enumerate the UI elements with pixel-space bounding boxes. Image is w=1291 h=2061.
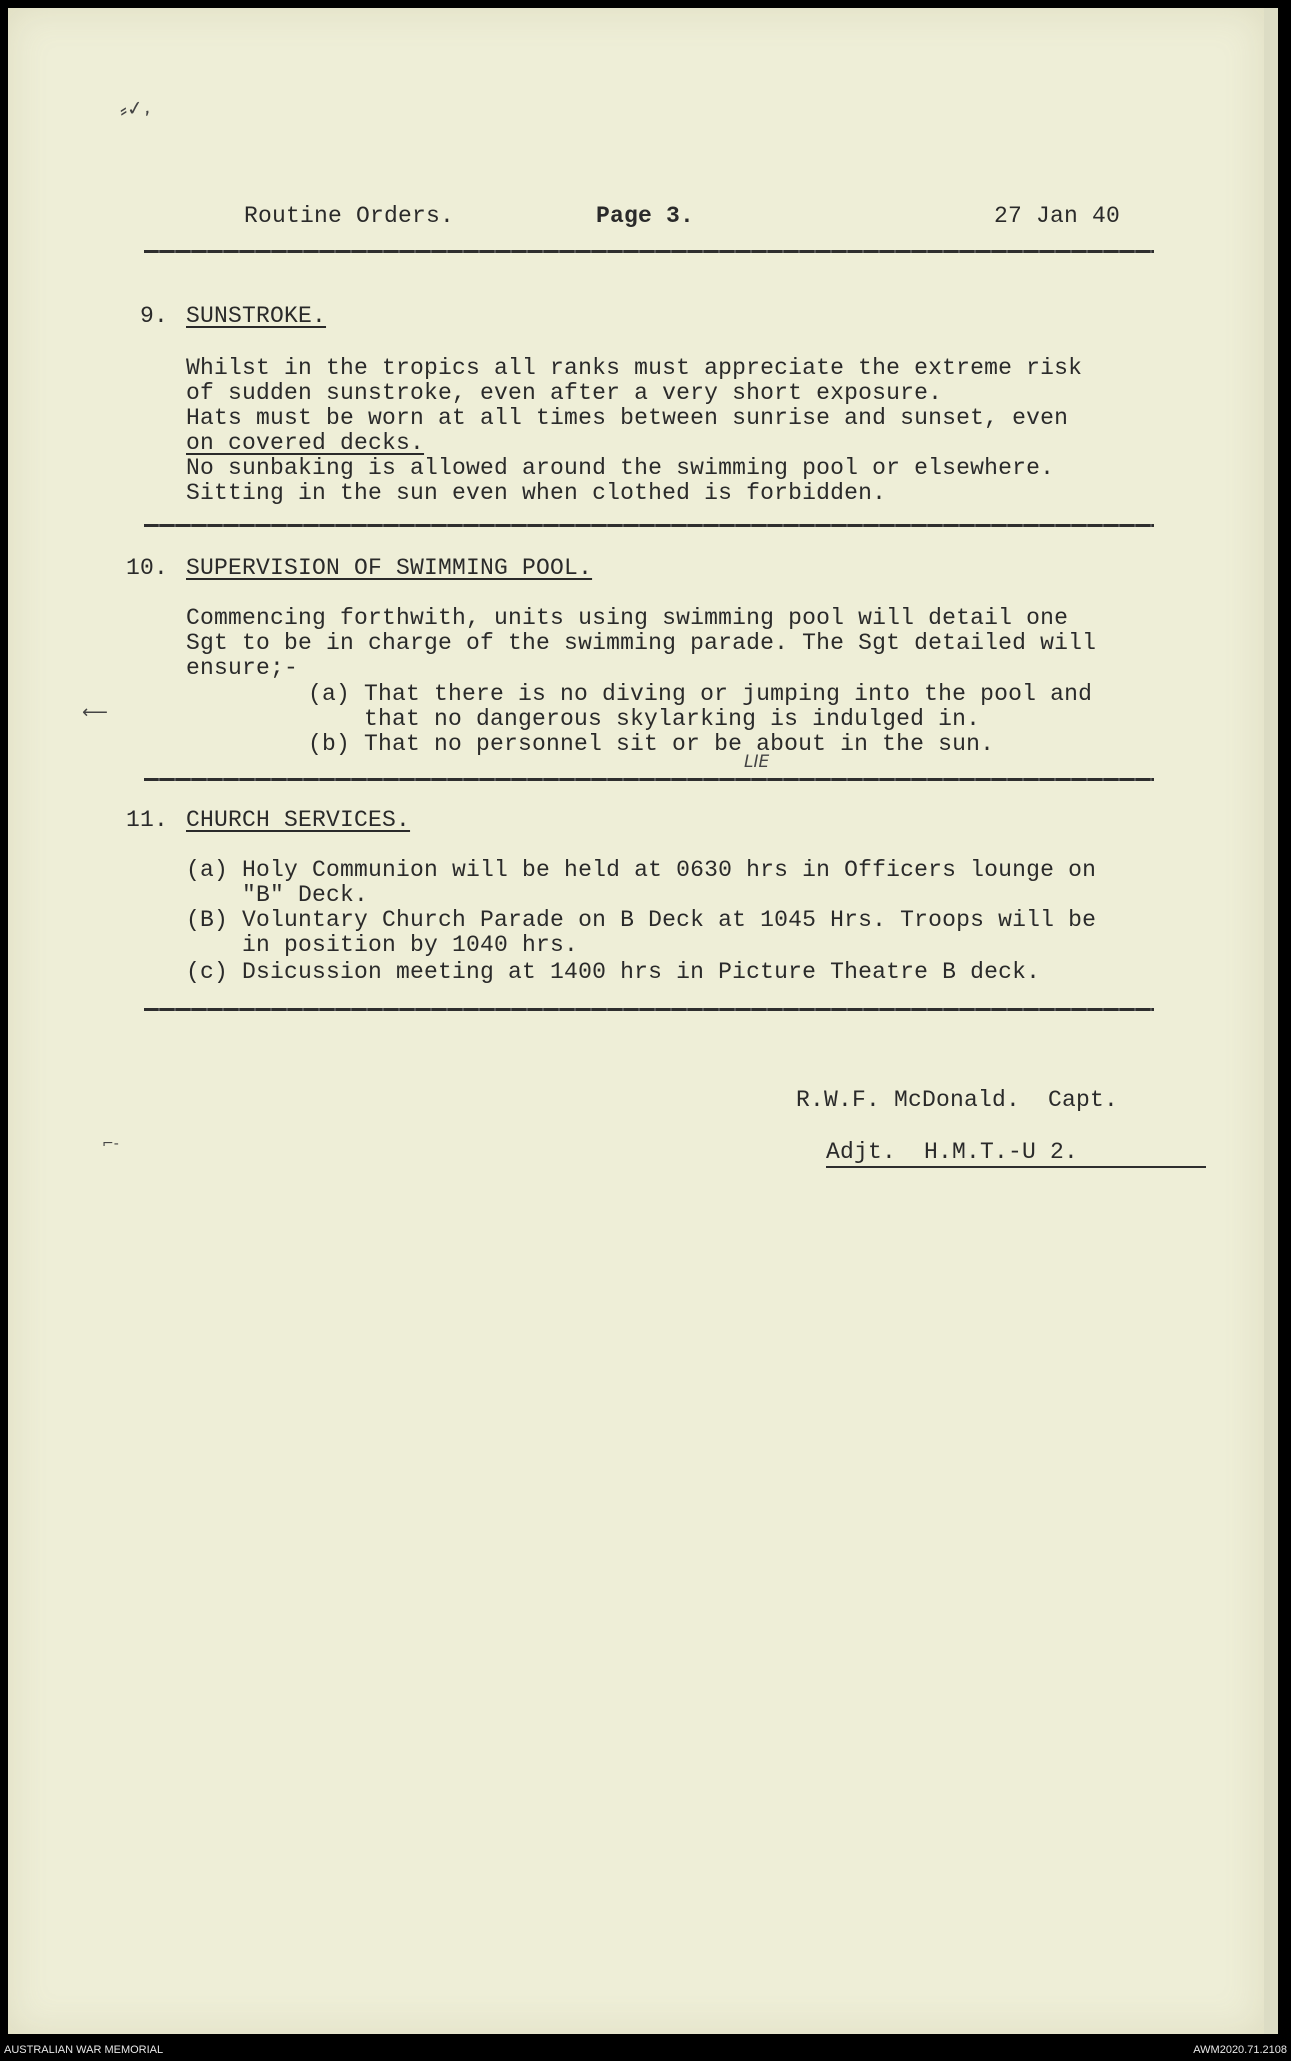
footer-left: AUSTRALIAN WAR MEMORIAL <box>4 2044 164 2056</box>
signature-title: Adjt. H.M.T.-U 2. <box>826 1139 1079 1165</box>
section-10-line: Sgt to be in charge of the swimming parade. The Sgt detailed will <box>186 630 1097 656</box>
section-10-heading: SUPERVISION OF SWIMMING POOL. <box>186 555 593 581</box>
signature-rule <box>826 1166 1206 1168</box>
section-rule <box>144 1008 1154 1011</box>
document-page <box>8 8 1264 2034</box>
page-edge <box>1264 8 1278 2034</box>
signature-name: R.W.F. McDonald. Capt. <box>796 1087 1119 1113</box>
section-9-line: Whilst in the tropics all ranks must appreciate the extreme risk <box>186 355 1083 381</box>
section-9-line: on covered decks. <box>186 430 425 456</box>
archive-footer <box>0 2040 1291 2061</box>
section-11-heading: CHURCH SERVICES. <box>186 807 411 833</box>
margin-mark-icon: ⌐‐ <box>102 1136 119 1152</box>
section-9-line: Hats must be worn at all times between sunrise and sunset, even <box>186 405 1069 431</box>
section-10-line: (a) That there is no diving or jumping into the pool and <box>308 681 1093 707</box>
section-11-line: (c) Dsicussion meeting at 1400 hrs in Picture Theatre B deck. <box>186 959 1041 985</box>
section-10-line: Commencing forthwith, units using swimming pool will detail one <box>186 605 1069 631</box>
footer-right: AWM2020.71.2108 <box>1193 2044 1287 2056</box>
section-10-line: (b) That no personnel sit or be about in the sun. <box>308 731 995 757</box>
margin-mark-icon: ⟵ <box>82 702 108 723</box>
section-9-line: of sudden sunstroke, even after a very short exposure. <box>186 380 943 406</box>
section-rule <box>144 778 1154 781</box>
section-11-number: 11. <box>126 807 169 833</box>
section-9-line: Sitting in the sun even when clothed is forbidden. <box>186 480 887 506</box>
header-title: Routine Orders. <box>244 203 455 229</box>
handwritten-correction: LIE <box>744 752 770 772</box>
section-11-line: (B) Voluntary Church Parade on B Deck at 1045 Hrs. Troops will be <box>186 907 1097 933</box>
section-10-line: that no dangerous skylarking is indulged in. <box>308 706 981 732</box>
section-10-number: 10. <box>126 555 169 581</box>
header-page: Page 3. <box>596 203 695 229</box>
section-10-line: ensure;- <box>186 655 299 681</box>
header-rule <box>144 250 1154 253</box>
header-date: 27 Jan 40 <box>994 203 1121 229</box>
section-9-line: No sunbaking is allowed around the swimming pool or elsewhere. <box>186 455 1055 481</box>
section-9-heading: SUNSTROKE. <box>186 303 327 329</box>
section-rule <box>144 524 1154 527</box>
section-11-line: (a) Holy Communion will be held at 0630 hrs in Officers lounge on <box>186 857 1097 883</box>
section-11-line: in position by 1040 hrs. <box>186 932 579 958</box>
pencil-mark-icon: ⸗✓, <box>118 94 152 122</box>
section-9-number: 9. <box>140 303 169 329</box>
section-11-line: "B" Deck. <box>186 882 369 908</box>
